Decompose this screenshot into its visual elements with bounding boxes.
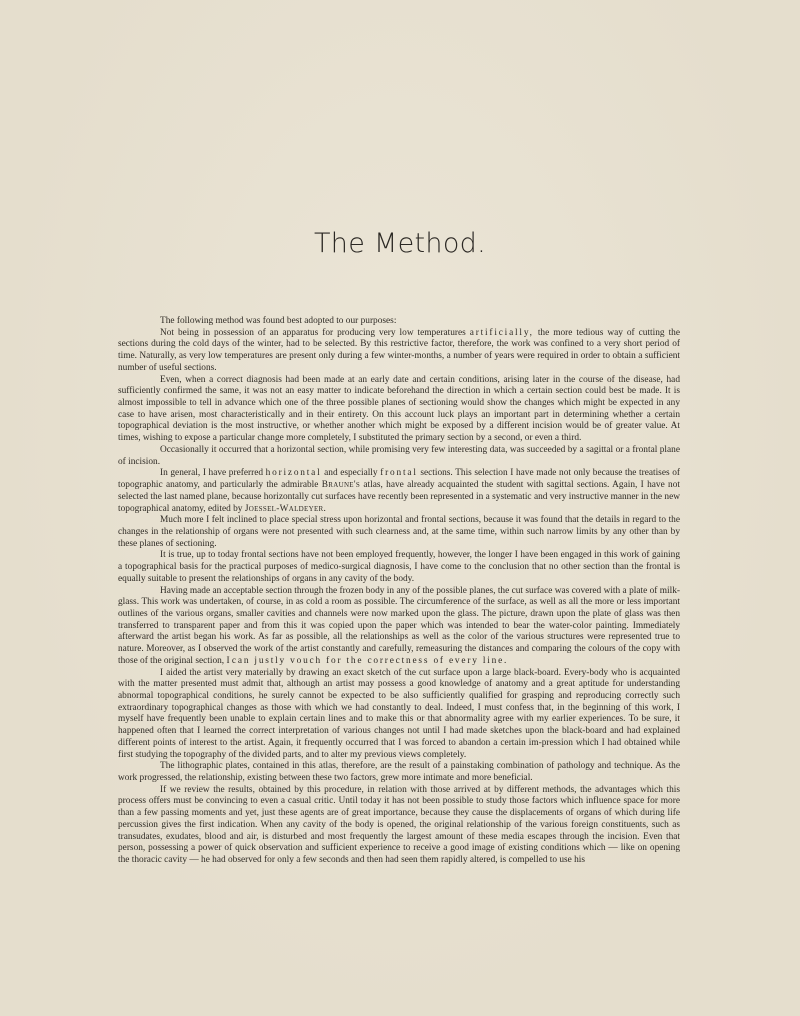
paragraph-5-text-d: atlas, have already acquainted the student with sagittal sections. Again, I have not selected the last named plane, because horizontally cut surfaces have recently been represented in a systematic and very instructive manner in the new topographical anatomy, edited by	[118, 480, 680, 514]
emphasis-artificially: artificially,	[469, 327, 534, 338]
paragraph-2-text-b: the more tedious way of cutting the sections during the cold days of the winter, had to be selected. By this restrictive factor, therefore, the work was confined to a very short period of time. Naturally, as very low temperatures are present only during a few winter-months, a number of years were required in order to obtain a sufficient number of useful sections.	[118, 327, 680, 373]
paragraph-7-text: It is true, up to today frontal sections have not been employed frequently, however, the longer I have been engaged in this work of gaining a topographical basis for the practical purposes of medico-surgical diagnosis, I have come to the conclusion that no other section than the frontal is equally suitable to present the relationships of organs in any cavity of the body.	[118, 550, 680, 584]
paragraph-11-text: If we review the results, obtained by this procedure, in relation with those arrived at by different methods, the advantages which this process offers must be convincing to even a casual critic. Until today it has not been possible to study those factors which influence space for more than a few passing moments and yet, just these agents are of great importance, because they cause the displacements of organs of which during life percussion gives the first indication. When any cavity of the body is opened, the original relationship of the various foreign constituents, such as transudates, exudates, blood and air, is disturbed and most frequently the largest amount of these media escapes through the incision. Even that person, possessing a power of quick observation and sufficient experience to receive a good image of existing conditions which — like on opening the thoracic cavity — he had observed for only a few seconds and then had seen them rapidly altered, is compelled to use his	[118, 784, 680, 866]
emphasis-horizontal: horizontal	[265, 468, 322, 479]
paragraph-1-text: The following method was found best adopted to our purposes:	[160, 316, 397, 326]
paragraph-8-text-a: Having made an acceptable section through the frozen body in any of the possible planes, the cut surface was covered with a plate of milk-glass. This work was undertaken, of course, in as cold a room as possible. The circumference of the surface, as well as all the more or less important outlines of the various organs, smaller cavities and channels were now marked upon the glass. The picture, drawn upon the plate of glass was then transferred to transparent paper and from this it was copied upon the paper which was intended to bear the water-color painting. Immediately afterward the artist began his work. As far as possible, all the relationships as well as the color of the various structures were represented true to nature. Moreover, as I observed the work of the artist constantly and carefully, remeasuring the distances and comparing the colours of the copy with those of the original section, I	[118, 585, 680, 666]
paragraph-11	[118, 785, 680, 867]
paragraph-6	[118, 515, 680, 550]
paragraph-9	[118, 668, 680, 762]
paragraph-3-text: Even, when a correct diagnosis had been made at an early date and certain conditions, arising later in the course of the disease, had sufficiently confirmed the same, it was not an easy matter to indicate beforehand the direction in which a certain section could best be made. It is almost impossible to tell in advance which one of the three possible planes of sectioning would show the changes which might be expected in any case to have arisen, most characteristically and in their entirety. On this account luck plays an important part in determining whether a certain topographical deviation is the most instructive, or whether another which might be exposed by a different incision would be of greater value. At times, wishing to expose a particular change more completely, I substituted the primary section by a second, or even a third.	[118, 374, 680, 444]
paragraph-3	[118, 375, 680, 445]
paragraph-4	[118, 445, 680, 468]
paragraph-7	[118, 550, 680, 585]
paragraph-9-text: I aided the artist very materially by drawing an exact sketch of the cut surface upon a large black-board. Every-body who is acquainted with the matter presented must admit that, although an artist may possess a good knowledge of anatomy and a great aptitude for understanding abnormal topographical conditions, he surely cannot be expected to be also sufficiently qualified for grasping and reproducing correctly such extraordinary topographical changes as those with which we had constantly to deal. Indeed, I must confess that, in the beginning of this work, I myself have frequently been unable to explain certain lines and to make this or that abnormality agree with my earlier experiences. To be sure, it happened often that I learned the correct interpretation of various changes not until I had made sketches upon the black-board and had explained different points of interest to the artist. Again, it frequently occurred that I was forced to abandon a certain im-pression which I had obtained while first studying the topography of the divided parts, and to alter my previous views completely.	[118, 667, 680, 760]
paragraph-5	[118, 468, 680, 515]
name-braune: Braune's	[321, 480, 361, 491]
paragraph-10	[118, 761, 680, 784]
paragraph-10-text: The lithographic plates, contained in this atlas, therefore, are the result of a painstaking combination of pathology and technique. As the work progressed, the relationship, existing between these two factors, grew more intimate and more beneficial.	[118, 761, 680, 784]
emphasis-frontal: frontal	[380, 468, 418, 479]
paragraph-5-text-b: and especially	[324, 468, 378, 479]
paragraph-5-text-c: sections. This selection I have made not only because the treatises of topographic anatomy, and particularly the admirable	[118, 468, 680, 491]
paragraph-6-text: Much more I felt inclined to place special stress upon horizontal and frontal sections, because it was found that the details in regard to the changes in the relationship of organs were not presented with such clearness and, at the same time, within such narrow limits by any other than by these planes of sectioning.	[118, 515, 680, 549]
body-text	[118, 316, 680, 867]
paragraph-4-text: Occasionally it occurred that a horizontal section, while promising very few interesting data, was succeeded by a sagittal or a frontal plane of incision.	[118, 444, 680, 467]
paragraph-8	[118, 586, 680, 668]
name-joessel-waldeyer: Joessel-Waldeyer.	[244, 503, 327, 514]
paragraph-2-text-a: Not being in possession of an apparatus for producing very low temperatures	[160, 327, 466, 338]
emphasis-vouch: can justly vouch for the correctness of every line.	[231, 655, 509, 666]
paragraph-1	[118, 316, 680, 328]
paragraph-5-text-a: In general, I have preferred	[160, 468, 264, 479]
paragraph-2	[118, 328, 680, 375]
page-title: The Method.	[314, 228, 486, 259]
